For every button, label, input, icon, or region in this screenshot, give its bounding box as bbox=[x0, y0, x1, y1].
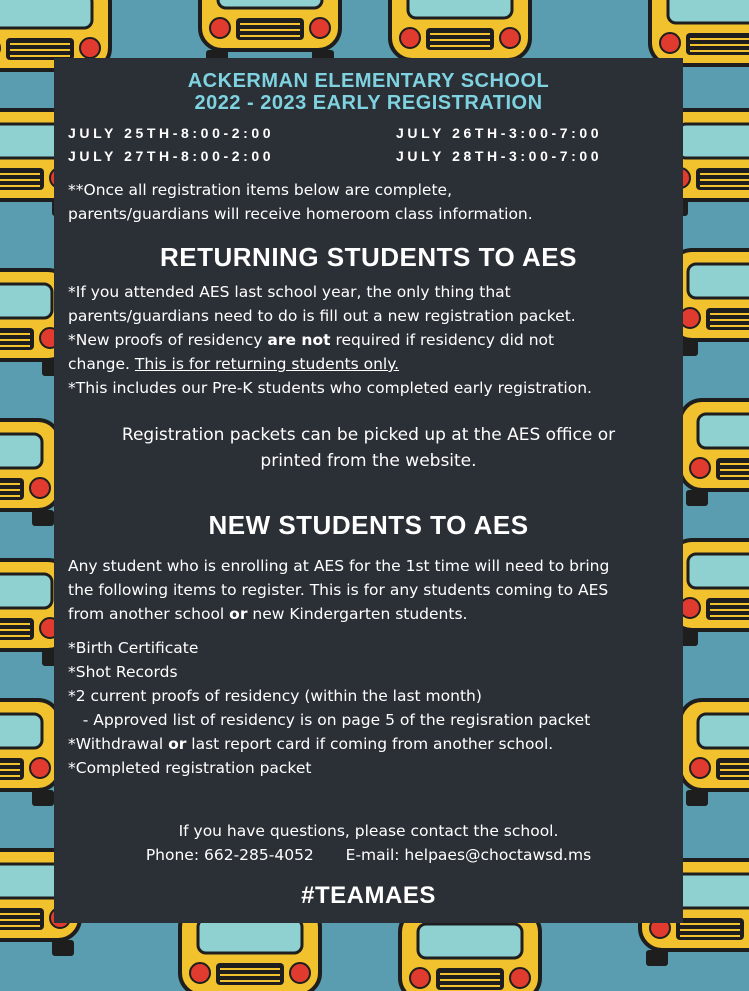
bus-icon bbox=[680, 700, 749, 806]
intro-note: **Once all registration items below are complete, parents/guardians will receive homeroom class information. bbox=[68, 181, 533, 223]
registration-date-4: JULY 28TH-3:00-7:00 bbox=[396, 148, 603, 164]
returning-students-text: *If you attended AES last school year, the only thing that parents/guardians need to do is fill out a new registration packet. *New proofs of residency are not required if residency did not change. This is for returning students only. *This includes our Pre-K students who completed early registration. bbox=[68, 283, 592, 397]
list-item: - Approved list of residency is on page 5 of the regisration packet bbox=[68, 711, 591, 729]
registration-date-1: JULY 25TH-8:00-2:00 bbox=[68, 125, 275, 141]
contact-info: If you have questions, please contact the school. Phone: 662-285-4052 E-mail: helpaes@choctawsd.ms bbox=[145, 822, 592, 864]
bus-icon bbox=[0, 420, 60, 526]
list-item: *Shot Records bbox=[68, 663, 178, 681]
returning-students-heading: RETURNING STUDENTS TO AES bbox=[160, 242, 577, 272]
school-name-title: ACKERMAN ELEMENTARY SCHOOL bbox=[187, 70, 550, 92]
list-item: *Completed registration packet bbox=[68, 759, 312, 777]
new-students-heading: NEW STUDENTS TO AES bbox=[208, 510, 529, 540]
packet-pickup-note: Registration packets can be picked up at the AES office or printed from the website. bbox=[121, 425, 616, 471]
contact-email: E-mail: helpaes@choctawsd.ms bbox=[345, 846, 592, 864]
bus-icon bbox=[200, 0, 340, 66]
required-items-list bbox=[68, 636, 673, 780]
bus-icon bbox=[680, 400, 749, 506]
contact-phone: Phone: 662-285-4052 bbox=[145, 846, 314, 864]
team-hashtag: #TEAMAES bbox=[301, 882, 436, 909]
registration-year-title: 2022 - 2023 EARLY REGISTRATION bbox=[194, 92, 543, 114]
registration-flyer-panel bbox=[54, 58, 683, 923]
list-item: *2 current proofs of residency (within the last month) bbox=[68, 687, 482, 705]
bus-icon bbox=[0, 700, 60, 806]
registration-date-2: JULY 26TH-3:00-7:00 bbox=[396, 125, 603, 141]
list-item: *Birth Certificate bbox=[68, 639, 199, 657]
list-item: *Withdrawal or last report card if coming from another school. bbox=[68, 735, 554, 753]
new-students-text: Any student who is enrolling at AES for the 1st time will need to bring the following items to register. This is for any students coming to AES from another school or new Kindergarten students. bbox=[68, 557, 610, 623]
registration-date-3: JULY 27TH-8:00-2:00 bbox=[68, 148, 275, 164]
